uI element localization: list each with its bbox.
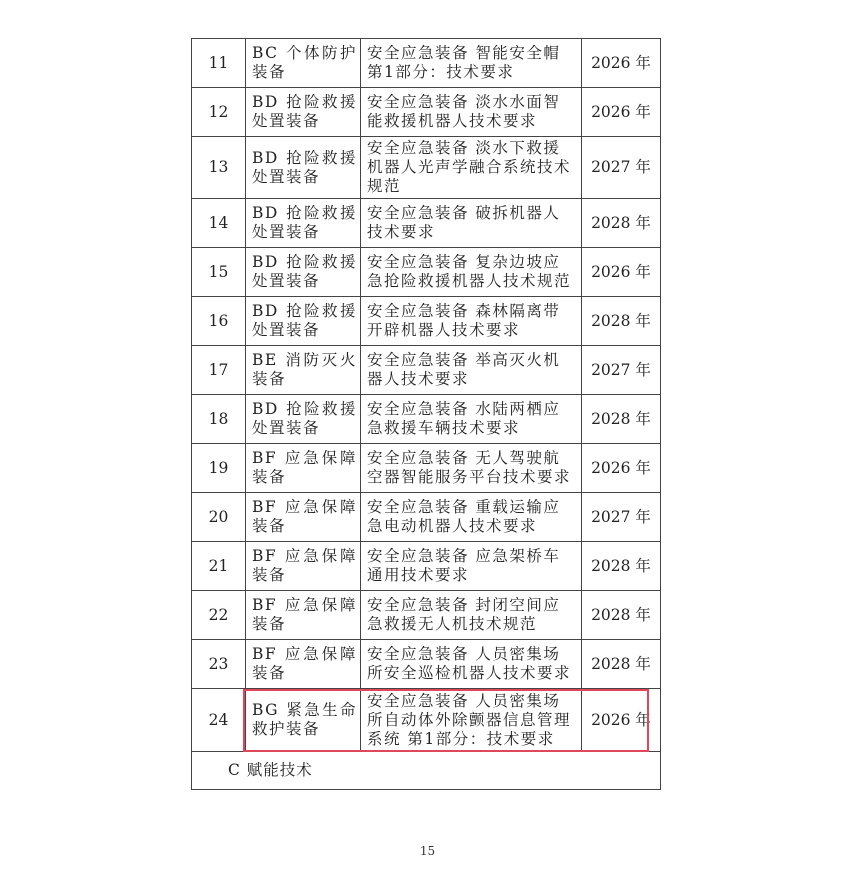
table-row	[192, 39, 661, 88]
table-row	[192, 248, 661, 297]
row-category: BF 应急保障装备	[246, 591, 361, 640]
row-number: 16	[192, 297, 246, 346]
row-year: 2027 年	[582, 346, 661, 395]
table-row	[192, 591, 661, 640]
standards-table	[191, 38, 661, 790]
row-category: BD 抢险救援处置装备	[246, 248, 361, 297]
row-number: 18	[192, 395, 246, 444]
page-number: 15	[419, 844, 436, 858]
row-standard-name: 安全应急装备 举高灭火机器人技术要求	[361, 346, 582, 395]
row-number: 17	[192, 346, 246, 395]
row-standard-name: 安全应急装备 重载运输应急电动机器人技术要求	[361, 493, 582, 542]
row-number: 20	[192, 493, 246, 542]
section-heading: C 赋能技术	[192, 752, 661, 790]
row-standard-name: 安全应急装备 复杂边坡应急抢险救援机器人技术规范	[361, 248, 582, 297]
standards-table-body	[192, 39, 661, 790]
table-row	[192, 199, 661, 248]
row-category: BF 应急保障装备	[246, 640, 361, 689]
row-number: 15	[192, 248, 246, 297]
table-row	[192, 493, 661, 542]
row-standard-name: 安全应急装备 人员密集场所安全巡检机器人技术要求	[361, 640, 582, 689]
row-year: 2026 年	[582, 444, 661, 493]
row-category: BG 紧急生命救护装备	[246, 689, 361, 752]
row-number: 11	[192, 39, 246, 88]
row-number: 21	[192, 542, 246, 591]
row-category: BD 抢险救援处置装备	[246, 395, 361, 444]
table-row	[192, 88, 661, 137]
row-year: 2026 年	[582, 248, 661, 297]
row-standard-name: 安全应急装备 森林隔离带开辟机器人技术要求	[361, 297, 582, 346]
table-row	[192, 689, 661, 752]
row-standard-name: 安全应急装备 无人驾驶航空器智能服务平台技术要求	[361, 444, 582, 493]
row-number: 24	[192, 689, 246, 752]
row-standard-name: 安全应急装备 水陆两栖应急救援车辆技术要求	[361, 395, 582, 444]
row-category: BC 个体防护装备	[246, 39, 361, 88]
row-number: 14	[192, 199, 246, 248]
row-year: 2028 年	[582, 591, 661, 640]
section-row	[192, 752, 661, 790]
row-category: BF 应急保障装备	[246, 542, 361, 591]
row-standard-name: 安全应急装备 淡水水面智能救援机器人技术要求	[361, 88, 582, 137]
row-year: 2026 年	[582, 39, 661, 88]
row-year: 2028 年	[582, 640, 661, 689]
row-year: 2028 年	[582, 395, 661, 444]
row-number: 12	[192, 88, 246, 137]
row-standard-name: 安全应急装备 应急架桥车通用技术要求	[361, 542, 582, 591]
row-standard-name: 安全应急装备 封闭空间应急救援无人机技术规范	[361, 591, 582, 640]
row-category: BD 抢险救援处置装备	[246, 297, 361, 346]
row-category: BD 抢险救援处置装备	[246, 199, 361, 248]
row-year: 2028 年	[582, 542, 661, 591]
row-year: 2026 年	[582, 689, 661, 752]
table-row	[192, 542, 661, 591]
row-number: 22	[192, 591, 246, 640]
table-row	[192, 346, 661, 395]
row-standard-name: 安全应急装备 智能安全帽 第1部分：技术要求	[361, 39, 582, 88]
row-category: BF 应急保障装备	[246, 444, 361, 493]
row-year: 2028 年	[582, 297, 661, 346]
table-row	[192, 395, 661, 444]
row-number: 13	[192, 137, 246, 199]
row-category: BD 抢险救援处置装备	[246, 137, 361, 199]
row-number: 23	[192, 640, 246, 689]
table-row	[192, 137, 661, 199]
table-row	[192, 444, 661, 493]
row-category: BE 消防灭火装备	[246, 346, 361, 395]
row-standard-name: 安全应急装备 人员密集场所自动体外除颤器信息管理系统 第1部分：技术要求	[361, 689, 582, 752]
row-year: 2028 年	[582, 199, 661, 248]
row-category: BD 抢险救援处置装备	[246, 88, 361, 137]
row-standard-name: 安全应急装备 淡水下救援机器人光声学融合系统技术规范	[361, 137, 582, 199]
row-year: 2027 年	[582, 493, 661, 542]
row-year: 2027 年	[582, 137, 661, 199]
row-number: 19	[192, 444, 246, 493]
table-row	[192, 640, 661, 689]
row-standard-name: 安全应急装备 破拆机器人技术要求	[361, 199, 582, 248]
table-row	[192, 297, 661, 346]
row-category: BF 应急保障装备	[246, 493, 361, 542]
row-year: 2026 年	[582, 88, 661, 137]
